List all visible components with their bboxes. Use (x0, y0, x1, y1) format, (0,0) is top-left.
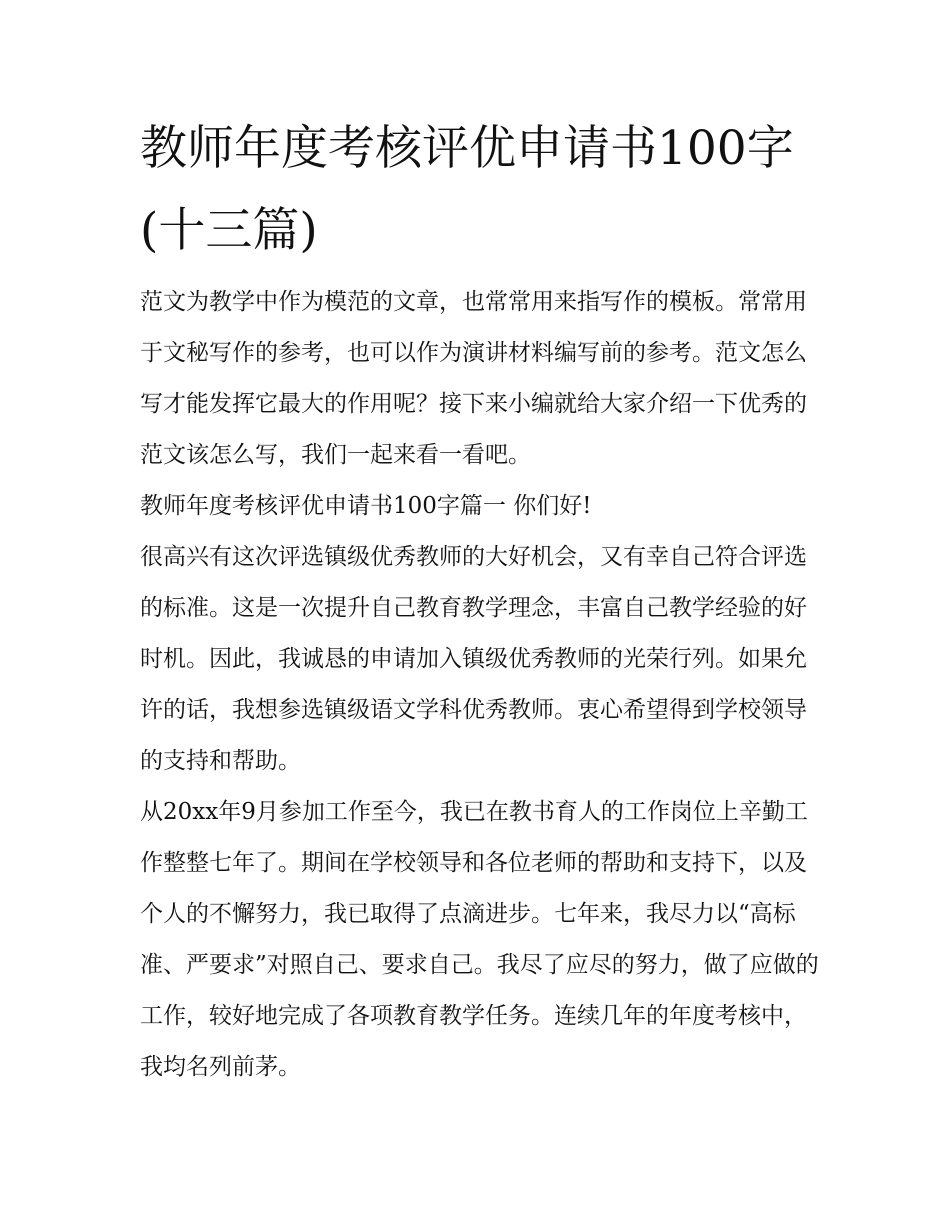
body-paragraph: 从20xx年9月参加工作至今，我已在教书育人的工作岗位上辛勤工作整整七年了。期间在学校领导和各位老师的帮助和支持下，以及个人的不懈努力，我已取得了点滴进步。七年来，我尽力以“高标准、严要求”对照自己、要求自己。我尽了应尽的努力，做了应做的工作，较好地完成了各项教育教学任务。连续几年的年度考核中，我均名列前茅。 (140, 799, 819, 1080)
document-title: 教师年度考核评优申请书100字(十三篇) (140, 121, 794, 258)
document-body (140, 277, 820, 1093)
body-paragraph: 很高兴有这次评选镇级优秀教师的大好机会，又有幸自己符合评选的标准。这是一次提升自己教育教学理念，丰富自己教学经验的好时机。因此，我诚恳的申请加入镇级优秀教师的光荣行列。如果允许的话，我想参选镇级语文学科优秀教师。衷心希望得到学校领导的支持和帮助。 (140, 544, 807, 774)
section-heading-paragraph: 教师年度考核评优申请书100字篇一 你们好! (140, 493, 592, 519)
intro-paragraph: 范文为教学中作为模范的文章，也常常用来指写作的模板。常常用于文秘写作的参考，也可以作为演讲材料编写前的参考。范文怎么写才能发挥它最大的作用呢？接下来小编就给大家介绍一下优秀的范文该怎么写，我们一起来看一看吧。 (140, 289, 807, 468)
